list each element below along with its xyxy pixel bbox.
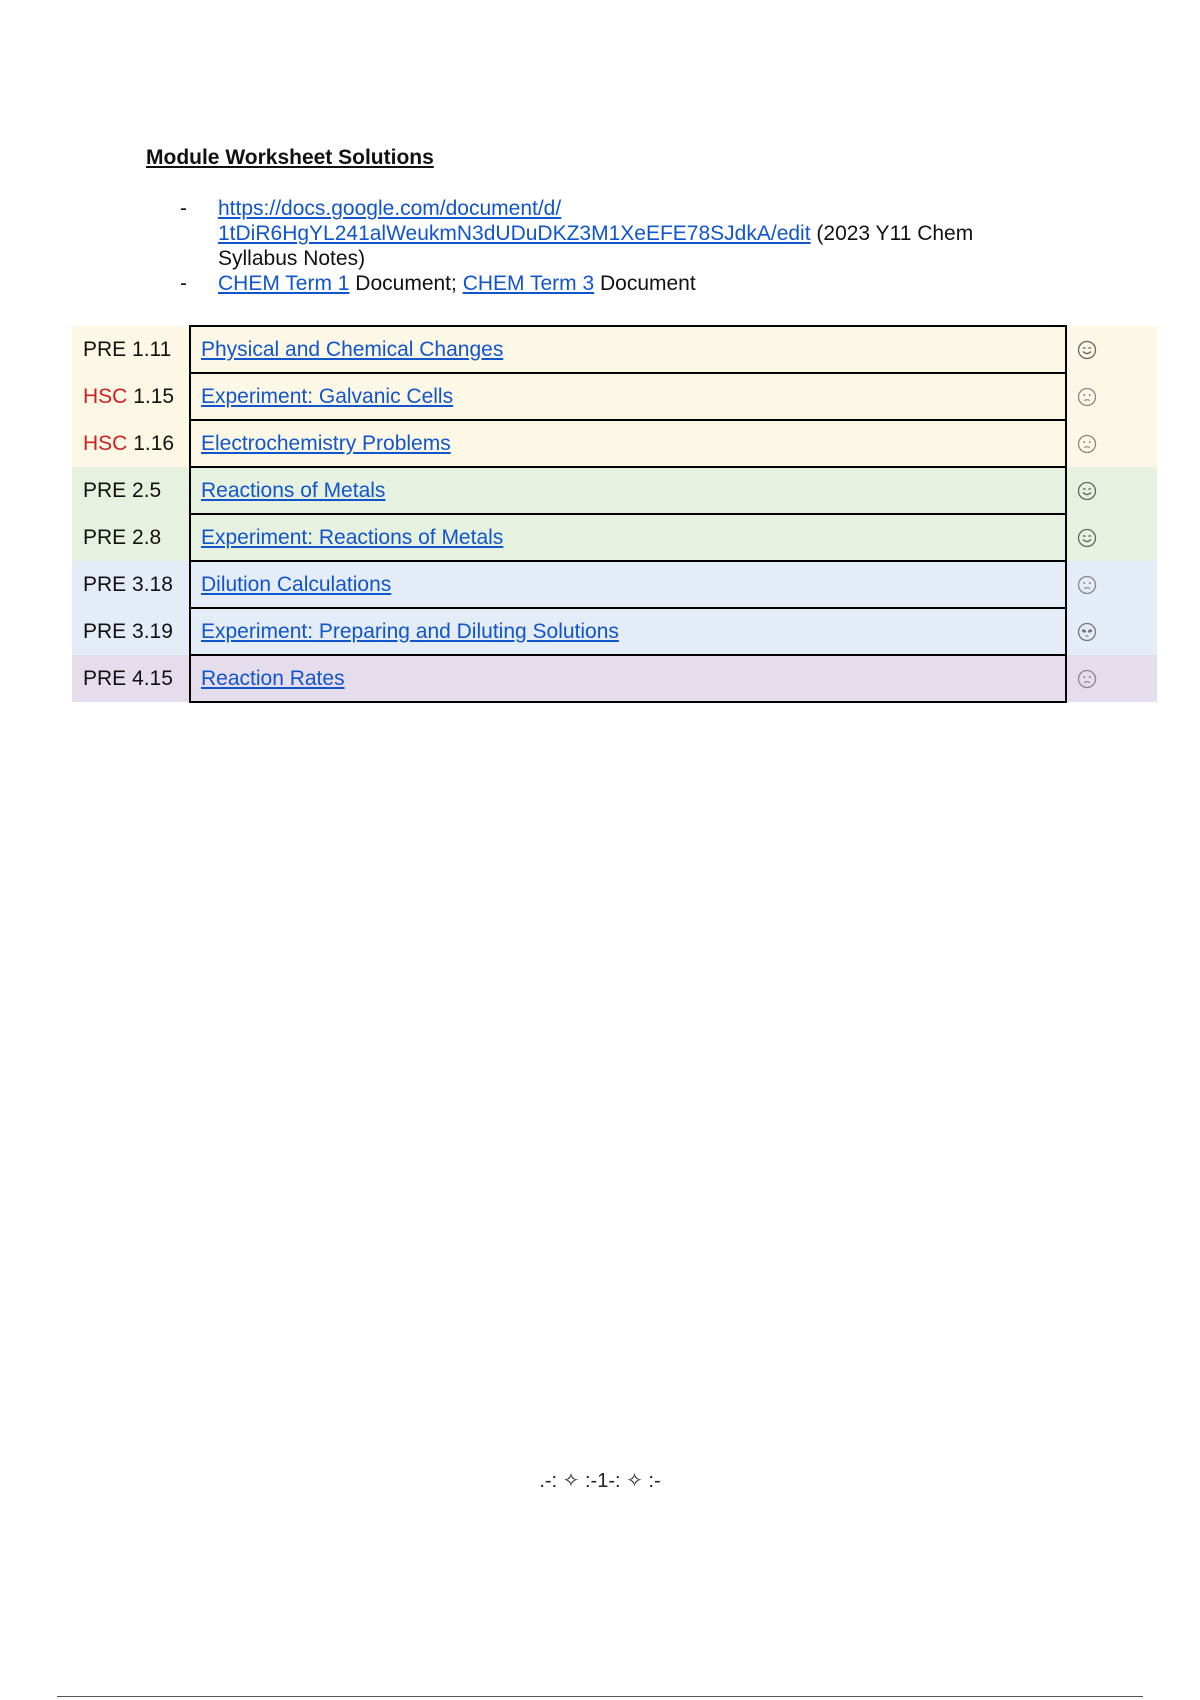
- syllabus-notes-link[interactable]: https://docs.google.com/document/d/ 1tDiR6HgYL241alWeukmN3dUDuDKZ3M1XeEFE78SJdkA/edit: [218, 197, 811, 245]
- worksheet-link[interactable]: Electrochemistry Problems: [201, 431, 451, 455]
- worksheet-title-cell: [190, 420, 1066, 467]
- worksheet-title-cell: [190, 373, 1066, 420]
- level-label: PRE: [83, 525, 127, 549]
- module-number: 1.15: [133, 384, 175, 408]
- status-cell: [1066, 514, 1157, 561]
- page-number-footer: .-: ✧ :-1-: ✧ :-: [539, 1470, 661, 1492]
- status-cell: [1066, 373, 1157, 420]
- smiling-face-icon: [1077, 528, 1097, 548]
- worksheet-title-cell: [190, 326, 1066, 373]
- module-code-cell: [72, 514, 190, 561]
- table-row: [72, 420, 1157, 467]
- module-number: 3.19: [132, 619, 173, 643]
- worksheet-title-cell: [190, 608, 1066, 655]
- chem-term-1-link[interactable]: CHEM Term 1: [218, 272, 350, 295]
- table-row: [72, 514, 1157, 561]
- level-label: PRE: [83, 478, 127, 502]
- worksheet-table: [72, 325, 1157, 703]
- bullet-dash: -: [180, 197, 187, 220]
- level-label: PRE: [83, 619, 127, 643]
- worksheet-link[interactable]: Reaction Rates: [201, 666, 345, 690]
- module-code-cell: [72, 561, 190, 608]
- worksheet-title-cell: [190, 655, 1066, 702]
- page-title: Module Worksheet Solutions: [146, 146, 434, 169]
- status-cell: [1066, 326, 1157, 373]
- module-number: 1.11: [132, 337, 172, 361]
- status-cell: [1066, 608, 1157, 655]
- reference-item-term-documents: [180, 271, 1040, 296]
- module-number: 2.5: [132, 478, 162, 502]
- worksheet-link[interactable]: Dilution Calculations: [201, 572, 392, 596]
- bottom-divider: [57, 1696, 1143, 1697]
- neutral-face-icon: [1077, 434, 1097, 454]
- worksheet-link[interactable]: Experiment: Preparing and Diluting Solutions: [201, 619, 619, 643]
- status-cell: [1066, 561, 1157, 608]
- module-number: 2.8: [132, 525, 162, 549]
- worksheet-link[interactable]: Reactions of Metals: [201, 478, 386, 502]
- document-text: Document;: [349, 272, 463, 295]
- module-code-cell: [72, 655, 190, 702]
- smiling-face-icon: [1077, 481, 1097, 501]
- smiling-face-icon: [1077, 340, 1097, 360]
- table-row: [72, 561, 1157, 608]
- syllabus-notes-caption: (2023 Y11 Chem Syllabus Notes): [218, 222, 974, 270]
- alien-face-icon: [1077, 622, 1097, 642]
- module-code-cell: [72, 608, 190, 655]
- status-cell: [1066, 420, 1157, 467]
- module-number: 3.18: [132, 572, 173, 596]
- bullet-dash: -: [180, 272, 187, 295]
- worksheet-link[interactable]: Experiment: Galvanic Cells: [201, 384, 454, 408]
- neutral-face-icon: [1077, 669, 1097, 689]
- worksheet-title-cell: [190, 467, 1066, 514]
- module-number: 1.16: [133, 431, 175, 455]
- table-row: [72, 655, 1157, 702]
- table-row: [72, 373, 1157, 420]
- level-label: PRE: [83, 666, 127, 690]
- table-row: [72, 608, 1157, 655]
- table-row: [72, 326, 1157, 373]
- reference-list: [180, 196, 1040, 296]
- document-text: Document: [594, 272, 696, 295]
- level-label: HSC: [83, 431, 128, 455]
- worksheet-title-cell: [190, 561, 1066, 608]
- chem-term-3-link[interactable]: CHEM Term 3: [462, 272, 595, 295]
- reference-item-syllabus-notes: [180, 196, 1040, 271]
- table-row: [72, 467, 1157, 514]
- level-label: PRE: [83, 337, 127, 361]
- module-code-cell: [72, 420, 190, 467]
- neutral-face-icon: [1077, 575, 1097, 595]
- status-cell: [1066, 655, 1157, 702]
- neutral-face-icon: [1077, 387, 1097, 407]
- module-number: 4.15: [132, 666, 173, 690]
- level-label: HSC: [83, 384, 128, 408]
- worksheet-title-cell: [190, 514, 1066, 561]
- module-code-cell: [72, 326, 190, 373]
- worksheet-link[interactable]: Physical and Chemical Changes: [201, 337, 504, 361]
- status-cell: [1066, 467, 1157, 514]
- worksheet-link[interactable]: Experiment: Reactions of Metals: [201, 525, 504, 549]
- level-label: PRE: [83, 572, 127, 596]
- module-code-cell: [72, 373, 190, 420]
- module-code-cell: [72, 467, 190, 514]
